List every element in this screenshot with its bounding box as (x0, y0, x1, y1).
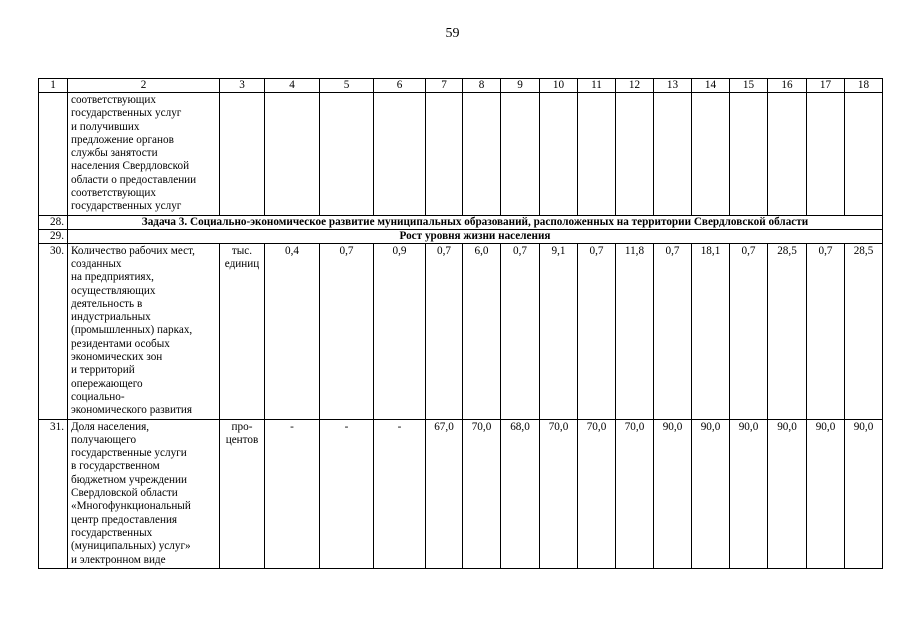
value-cell: 68,0 (501, 419, 540, 568)
indicator-name-line: социально- (71, 390, 125, 403)
indicator-name-line: Доля населения, (71, 420, 150, 433)
empty-cell (845, 93, 883, 216)
empty-cell (616, 93, 654, 216)
column-number-header: 14 (692, 79, 730, 93)
indicator-name-line: государственных услуг (71, 200, 182, 213)
value-cell: 18,1 (692, 243, 730, 419)
empty-cell (463, 93, 501, 216)
column-number-header: 2 (68, 79, 220, 93)
value-cell: 0,7 (807, 243, 845, 419)
table-row (39, 419, 883, 568)
unit-of-measure-line: центов (225, 433, 259, 446)
indicator-name-line: осуществляющих (71, 284, 156, 297)
column-number-header: 7 (426, 79, 463, 93)
column-number-header: 18 (845, 79, 883, 93)
value-cell: 90,0 (730, 419, 768, 568)
indicator-name-line: бюджетном учреждении (71, 473, 187, 486)
column-number-header: 4 (265, 79, 320, 93)
indicator-name-line: «Многофункциональный (71, 500, 191, 513)
column-number-header: 15 (730, 79, 768, 93)
indicator-name-line: соответствующих (71, 187, 157, 200)
indicator-name-line: экономического развития (71, 404, 192, 417)
value-cell: 0,7 (320, 243, 374, 419)
indicator-name (68, 93, 220, 216)
value-cell: 28,5 (845, 243, 883, 419)
unit-of-measure-line: тыс. (231, 244, 253, 257)
indicator-name-line: деятельность в (71, 297, 143, 310)
indicator-name-line: области о предоставлении (71, 173, 197, 186)
indicator-name-line: (промышленных) парках, (71, 324, 193, 337)
empty-cell (730, 93, 768, 216)
value-cell: 90,0 (654, 419, 692, 568)
value-cell: 28,5 (768, 243, 807, 419)
value-cell: 90,0 (845, 419, 883, 568)
indicator-name-line: индустриальных (71, 311, 151, 324)
page-number: 59 (445, 26, 460, 41)
indicator-name-line: в государственном (71, 460, 160, 473)
value-cell: 6,0 (463, 243, 501, 419)
column-number-header: 11 (578, 79, 616, 93)
section-row (39, 215, 883, 229)
value-cell: 70,0 (578, 419, 616, 568)
row-number: 31. (39, 419, 68, 568)
value-cell: 0,7 (654, 243, 692, 419)
unit-of-measure-line: про- (231, 420, 253, 433)
empty-cell (654, 93, 692, 216)
row-number: 30. (39, 243, 68, 419)
value-cell: 0,7 (426, 243, 463, 419)
empty-cell (768, 93, 807, 216)
row-number: 28. (39, 215, 68, 229)
indicator-name-line: предложение органов (71, 133, 174, 146)
table-row (39, 243, 883, 419)
indicator-name-line: Количество рабочих мест, (71, 244, 195, 257)
indicator-name-line: на предприятиях, (71, 271, 154, 284)
empty-cell (320, 93, 374, 216)
value-cell: 11,8 (616, 243, 654, 419)
indicator-name-line: службы занятости (71, 147, 158, 160)
unit-of-measure-line: единиц (224, 257, 260, 270)
empty-cell (501, 93, 540, 216)
unit-of-measure (220, 243, 265, 419)
column-number-header: 13 (654, 79, 692, 93)
section-title: Рост уровня жизни населения (68, 229, 883, 243)
value-cell: 90,0 (692, 419, 730, 568)
indicator-name-line: опережающего (71, 377, 143, 390)
indicator-name (68, 243, 220, 419)
column-number-header: 8 (463, 79, 501, 93)
value-cell: 0,7 (501, 243, 540, 419)
empty-cell (807, 93, 845, 216)
column-number-header: 17 (807, 79, 845, 93)
indicator-name-line: и электронном виде (71, 553, 166, 566)
indicator-name-line: государственных услуг (71, 107, 182, 120)
indicator-name (68, 419, 220, 568)
indicator-name-line: и территорий (71, 364, 135, 377)
value-cell: - (374, 419, 426, 568)
empty-cell (426, 93, 463, 216)
value-cell: 90,0 (807, 419, 845, 568)
column-number-header: 5 (320, 79, 374, 93)
indicator-name-line: и получивших (71, 120, 140, 133)
row-number (39, 93, 68, 216)
indicator-name-line: государственные услуги (71, 447, 187, 460)
column-number-header: 1 (39, 79, 68, 93)
indicator-name-line: экономических зон (71, 351, 163, 364)
section-title: Задача 3. Социально-экономическое развитие муниципальных образований, расположенных на территории Свердловской области (68, 215, 883, 229)
empty-cell (692, 93, 730, 216)
column-number-header: 16 (768, 79, 807, 93)
indicator-name-line: Свердловской области (71, 487, 178, 500)
indicator-name-line: центр предоставления (71, 513, 178, 526)
empty-cell (265, 93, 320, 216)
indicator-name-line: государственных (71, 526, 153, 539)
row-number: 29. (39, 229, 68, 243)
indicators-table (38, 78, 883, 569)
value-cell: 70,0 (616, 419, 654, 568)
unit-of-measure (220, 419, 265, 568)
value-cell: - (265, 419, 320, 568)
table-row-continuation (39, 93, 883, 216)
value-cell: 0,7 (578, 243, 616, 419)
column-number-header: 12 (616, 79, 654, 93)
table-header-row (39, 79, 883, 93)
value-cell: 0,7 (730, 243, 768, 419)
section-row (39, 229, 883, 243)
value-cell: 9,1 (540, 243, 578, 419)
value-cell: 70,0 (540, 419, 578, 568)
value-cell: 67,0 (426, 419, 463, 568)
column-number-header: 6 (374, 79, 426, 93)
value-cell: 70,0 (463, 419, 501, 568)
column-number-header: 3 (220, 79, 265, 93)
column-number-header: 9 (501, 79, 540, 93)
table-body (39, 79, 883, 569)
indicator-name-line: резидентами особых (71, 337, 170, 350)
value-cell: 0,4 (265, 243, 320, 419)
indicator-name-line: населения Свердловской (71, 160, 190, 173)
column-number-header: 10 (540, 79, 578, 93)
empty-cell (220, 93, 265, 216)
value-cell: - (320, 419, 374, 568)
value-cell: 0,9 (374, 243, 426, 419)
empty-cell (374, 93, 426, 216)
value-cell: 90,0 (768, 419, 807, 568)
indicator-name-line: (муниципальных) услуг» (71, 540, 191, 553)
indicator-name-line: получающего (71, 433, 137, 446)
indicator-name-line: созданных (71, 257, 122, 270)
indicator-name-line: соответствующих (71, 94, 157, 106)
empty-cell (540, 93, 578, 216)
empty-cell (578, 93, 616, 216)
